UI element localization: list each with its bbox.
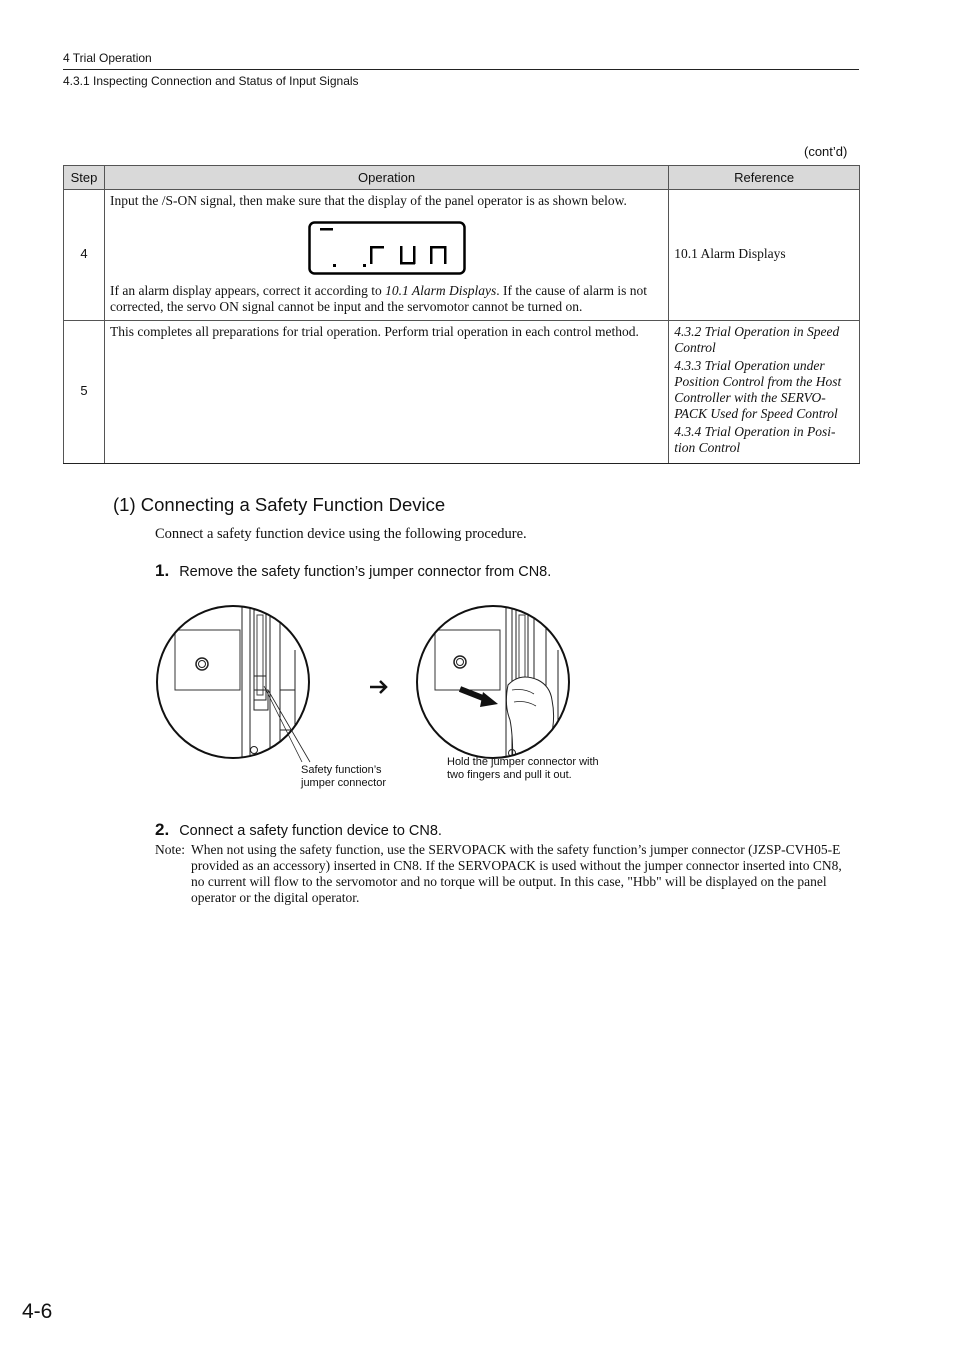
pull-instruction-label: Hold the jumper connector with two fingers and pull it out.	[447, 756, 599, 781]
jumper-connector-label: Safety function’s jumper connector	[301, 764, 386, 789]
column-reference: Reference	[669, 166, 860, 190]
reference-cell: 10.1 Alarm Displays	[669, 190, 860, 321]
panel-operator-display	[110, 221, 663, 275]
steps-table	[63, 165, 860, 464]
page-number: 4-6	[22, 1300, 53, 1323]
section-title: (1) Connecting a Safety Function Device	[113, 494, 446, 515]
table-row	[64, 321, 860, 464]
step-number: 4	[64, 190, 105, 321]
reference-item: 4.3.3 Trial Operation under Position Control from the Host Controller with the SERVO-PACK Used for Speed Control	[674, 358, 842, 421]
column-operation: Operation	[104, 166, 668, 190]
procedure-step: 2. Connect a safety function device to CN8.	[155, 820, 442, 839]
contd-label: (cont’d)	[804, 144, 848, 159]
table-row	[64, 190, 860, 321]
alarm-reference-link: 10.1 Alarm Displays	[385, 283, 497, 298]
operation-cell: This completes all preparations for trial operation. Perform trial operation in each control method.	[104, 321, 668, 464]
reference-item: 4.3.4 Trial Operation in Posi-tion Control	[674, 424, 836, 455]
operation-cell	[104, 190, 668, 321]
connector-illustration	[150, 590, 620, 800]
column-step: Step	[64, 166, 105, 190]
procedure-step: 1. Remove the safety function’s jumper connector from CN8.	[155, 561, 552, 580]
section-intro: Connect a safety function device using the following procedure.	[155, 526, 527, 542]
header-rule	[63, 69, 859, 70]
reference-cell	[669, 321, 860, 464]
note-text: When not using the safety function, use the SERVOPACK with the safety function’s jumper connector (JZSP-CVH05-E provided as an accessory) inserted in CN8. If the SERVOPACK is used without the jumper connector inserted into CN8, no current will flow to the servomotor and no torque will be output. In this case, "Hbb" will be displayed on the panel operator or the digital operator.	[191, 842, 842, 905]
section-header: 4.3.1 Inspecting Connection and Status of Input Signals	[63, 74, 359, 88]
chapter-header: 4 Trial Operation	[63, 51, 152, 65]
before-detail-view	[150, 590, 350, 790]
operation-text: Input the /S-ON signal, then make sure that the display of the panel operator is as shown below.	[109, 193, 627, 208]
table-header-row	[64, 166, 860, 190]
note	[155, 842, 855, 906]
step-number: 5	[64, 321, 105, 464]
reference-item: 4.3.2 Trial Operation in Speed Control	[674, 324, 840, 355]
operation-note: If an alarm display appears, correct it according to 10.1 Alarm Displays. If the cause of alarm is not corrected, the servo ON signal cannot be input and the servomotor cannot be turned on.	[109, 283, 647, 314]
note-label: Note:	[155, 842, 185, 857]
